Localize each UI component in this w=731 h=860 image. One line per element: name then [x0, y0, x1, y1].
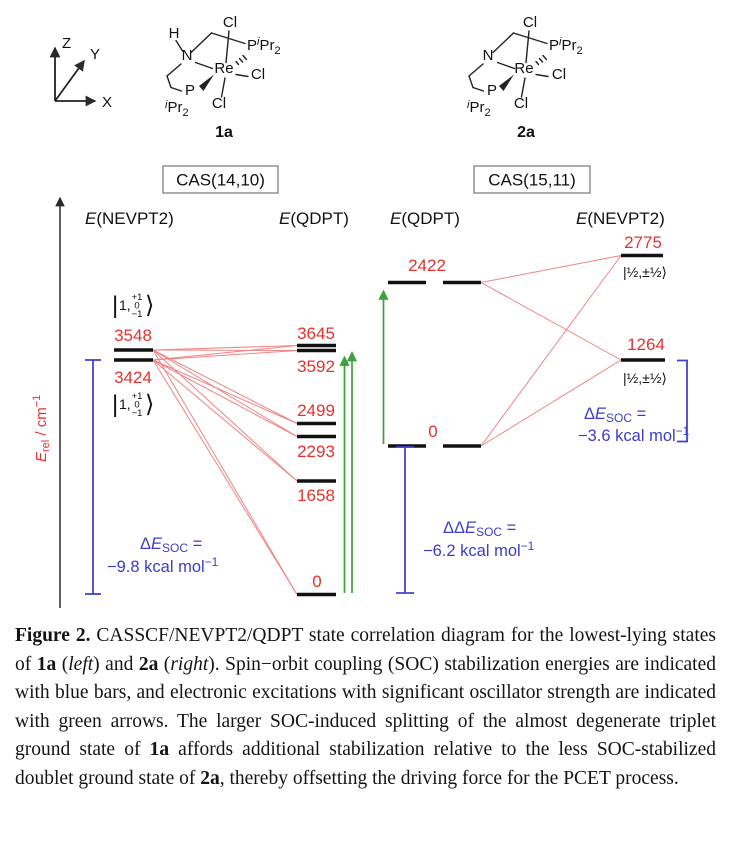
caption-text: ) and [93, 653, 139, 675]
ket-main: 1, [119, 297, 131, 313]
energy-3645: 3645 [297, 324, 335, 343]
y-axis-label: Y [90, 46, 101, 63]
atom-cl-right: Cl [250, 66, 266, 83]
e: E [595, 405, 607, 423]
correlation-line [481, 283, 621, 361]
molecule-2a-name: 2a [517, 124, 535, 141]
hash-bond [240, 59, 243, 63]
energy-3424: 3424 [114, 368, 152, 387]
axis-sub: rel [40, 439, 52, 452]
header-nevpt2-right [576, 209, 665, 228]
atom-ipr2 [467, 99, 491, 119]
molecule-1a-name: 1a [215, 124, 233, 141]
sup: −1 [520, 539, 535, 553]
correlation-line [153, 351, 297, 361]
atom-cl-bottom: Cl [211, 95, 227, 112]
bond-line [191, 33, 212, 53]
right-nevpt2-column [621, 233, 667, 386]
iso-label: i [257, 36, 260, 48]
pr-label: Pr [259, 37, 275, 54]
bond-line [536, 75, 548, 77]
ket-top: +1 [131, 391, 143, 402]
bond-line [171, 88, 182, 92]
soc-value-left [107, 555, 219, 576]
sub2-label: 2 [182, 107, 189, 119]
energy-3592: 3592 [297, 357, 335, 376]
wedge-bond [199, 75, 214, 92]
energy-2293: 2293 [297, 442, 335, 461]
ket-mid: 0 [134, 300, 140, 312]
molecule-2a [467, 14, 583, 141]
delta: Δ [140, 535, 152, 553]
correlation-line [153, 350, 297, 437]
doublet-ket-upper: |½,±½⟩ [622, 264, 668, 280]
hash-bond [540, 59, 543, 63]
sub2-label: 2 [274, 45, 281, 57]
ket-main: 1, [119, 396, 131, 412]
triplet-ket-upper [112, 292, 154, 320]
header-method: (QDPT) [401, 209, 460, 228]
axis-sup: −1 [31, 394, 43, 408]
hash-bond [536, 62, 539, 65]
caption-compound-1a: 1a [149, 739, 170, 760]
ket-close: ⟩ [145, 292, 155, 319]
soc-bar-left [85, 360, 101, 594]
header-method: (NEVPT2) [587, 209, 665, 228]
axis-unit: / cm [33, 407, 50, 440]
caption-text: ). Spin−orbit coupling (SOC) stabilization energies are indicated with blue bars, and electronic excitations with significant oscillator strength are indicated with green arrows. The larger SOC-induced splitting of the almost degenerate triplet ground state of [15, 653, 717, 760]
ddsoc-value [423, 539, 535, 560]
value: −3.6 kcal mol [578, 427, 676, 445]
e: E [151, 535, 163, 553]
pr-label: Pr [561, 37, 577, 54]
bond-line [236, 75, 248, 77]
atom-ipr2 [165, 99, 189, 119]
atom-pipr2 [247, 36, 281, 57]
header-method: (NEVPT2) [96, 209, 174, 228]
bond-line [514, 33, 548, 44]
delta: Δ [584, 405, 596, 423]
p-label: P [549, 37, 560, 54]
energy-3548: 3548 [114, 326, 152, 345]
ket-mid: 0 [134, 399, 140, 411]
header-qdpt-right [390, 209, 460, 228]
soc-sub: SOC [606, 411, 633, 425]
sub2-label: 2 [484, 107, 491, 119]
atom-re: Re [214, 60, 234, 77]
soc-sub: SOC [162, 541, 189, 555]
caption-text: CASSCF/NEVPT2/QDPT state correlation diagram for the lowest-lying states of [15, 625, 716, 675]
caption-compound-2a: 2a [138, 653, 159, 675]
energy-1658: 1658 [297, 486, 335, 505]
cas-label-left: CAS(14,10) [176, 170, 265, 190]
bond-line [493, 33, 514, 53]
x-axis-label: X [102, 94, 113, 111]
value: −6.2 kcal mol [423, 542, 521, 560]
hash-bond [243, 56, 247, 60]
equals: = [502, 519, 517, 537]
soc-label-right [584, 405, 646, 425]
bond-line [498, 63, 515, 69]
figure-caption [15, 622, 716, 793]
caption-text: ( [56, 653, 69, 675]
bond-line [167, 76, 171, 88]
atom-cl-bottom: Cl [513, 95, 529, 112]
header-qdpt-left [279, 209, 349, 228]
bond-line [196, 63, 213, 69]
atom-cl-top: Cl [222, 14, 238, 31]
bond-line [526, 31, 529, 63]
header-e: E [390, 209, 402, 228]
left-nevpt2-column [112, 292, 154, 419]
y-axis-arrow [55, 61, 84, 101]
ket-close: ⟩ [145, 391, 155, 418]
correlation-line [153, 360, 297, 437]
cas-label-right: CAS(15,11) [488, 170, 576, 190]
energy-1264: 1264 [627, 335, 665, 354]
hash-bond [543, 56, 547, 60]
atom-p-bottom: P [486, 82, 498, 99]
atom-n: N [482, 47, 494, 64]
pr-label: Pr [469, 99, 485, 116]
molecule-2a-bonds [469, 31, 548, 97]
ket-bot: −1 [131, 309, 143, 320]
bond-line [473, 88, 484, 92]
energy-2422: 2422 [408, 256, 446, 275]
energy-2499: 2499 [297, 401, 335, 420]
ddsoc-label [443, 519, 516, 539]
energy-0-left: 0 [312, 572, 322, 591]
sup: −1 [675, 424, 690, 438]
correlation-line [153, 350, 297, 351]
soc-label-left [140, 535, 202, 555]
atom-cl-top: Cl [522, 14, 538, 31]
ket-bar: | [112, 391, 119, 418]
atom-cl-right: Cl [551, 66, 567, 83]
molecule-1a [165, 14, 281, 141]
p-label: P [247, 37, 258, 54]
equals: = [632, 405, 647, 423]
soc-sub: SOC [476, 525, 503, 539]
triplet-ket-lower [112, 391, 154, 419]
atom-p-bottom: P [184, 82, 196, 99]
bond-line [167, 64, 181, 76]
correlation-line [153, 360, 297, 481]
energy-0-right: 0 [428, 422, 438, 441]
value: −9.8 kcal mol [107, 558, 205, 576]
coordinate-axes [55, 35, 112, 111]
atom-h: H [168, 25, 180, 42]
caption-compound-2a: 2a [200, 767, 220, 789]
ket-top: +1 [131, 292, 143, 303]
caption-figure-number: Figure 2. [15, 625, 91, 646]
right-qdpt-column [388, 256, 481, 446]
caption-compound-1a: 1a [36, 653, 57, 675]
caption-right-italic: right [170, 653, 209, 675]
caption-left-italic: left [68, 653, 94, 675]
left-qdpt-column [297, 324, 336, 595]
bond-line [226, 31, 229, 63]
caption-text: , thereby offsetting the driving force for the PCET process. [219, 767, 679, 789]
pr-label: Pr [167, 99, 183, 116]
ket-bot: −1 [131, 408, 143, 419]
sup: −1 [204, 555, 219, 569]
caption-text: ( [158, 653, 171, 675]
correlation-line [153, 350, 297, 481]
hash-bond [236, 62, 239, 65]
iso-label: i [559, 36, 562, 48]
soc-value-right [578, 424, 690, 445]
z-axis-label: Z [62, 35, 72, 52]
doublet-ket-lower: |½,±½⟩ [622, 370, 668, 386]
energy-2775: 2775 [624, 233, 662, 252]
axis-e: E [33, 451, 50, 462]
correlation-line [481, 256, 621, 283]
wedge-bond [499, 75, 514, 92]
header-e: E [85, 209, 97, 228]
caption-text: affords additional stabilization relative to the less SOC-stabilized doublet ground state of [15, 739, 716, 789]
equals: = [188, 535, 203, 553]
atom-pipr2 [549, 36, 583, 57]
atom-re: Re [514, 60, 534, 77]
header-nevpt2-left [85, 209, 174, 228]
header-method: (QDPT) [290, 209, 349, 228]
atom-n: N [181, 47, 193, 64]
header-e: E [576, 209, 588, 228]
energy-axis-label [31, 395, 52, 462]
ddsoc-bar [396, 447, 414, 593]
header-e: E [279, 209, 291, 228]
delta-delta: ΔΔ [443, 519, 466, 537]
iso-label: i [467, 99, 470, 111]
e: E [465, 519, 477, 537]
bond-line [469, 64, 483, 76]
sub2-label: 2 [576, 45, 583, 57]
ket-bar: | [112, 292, 119, 319]
bond-line [469, 76, 473, 88]
iso-label: i [165, 99, 168, 111]
